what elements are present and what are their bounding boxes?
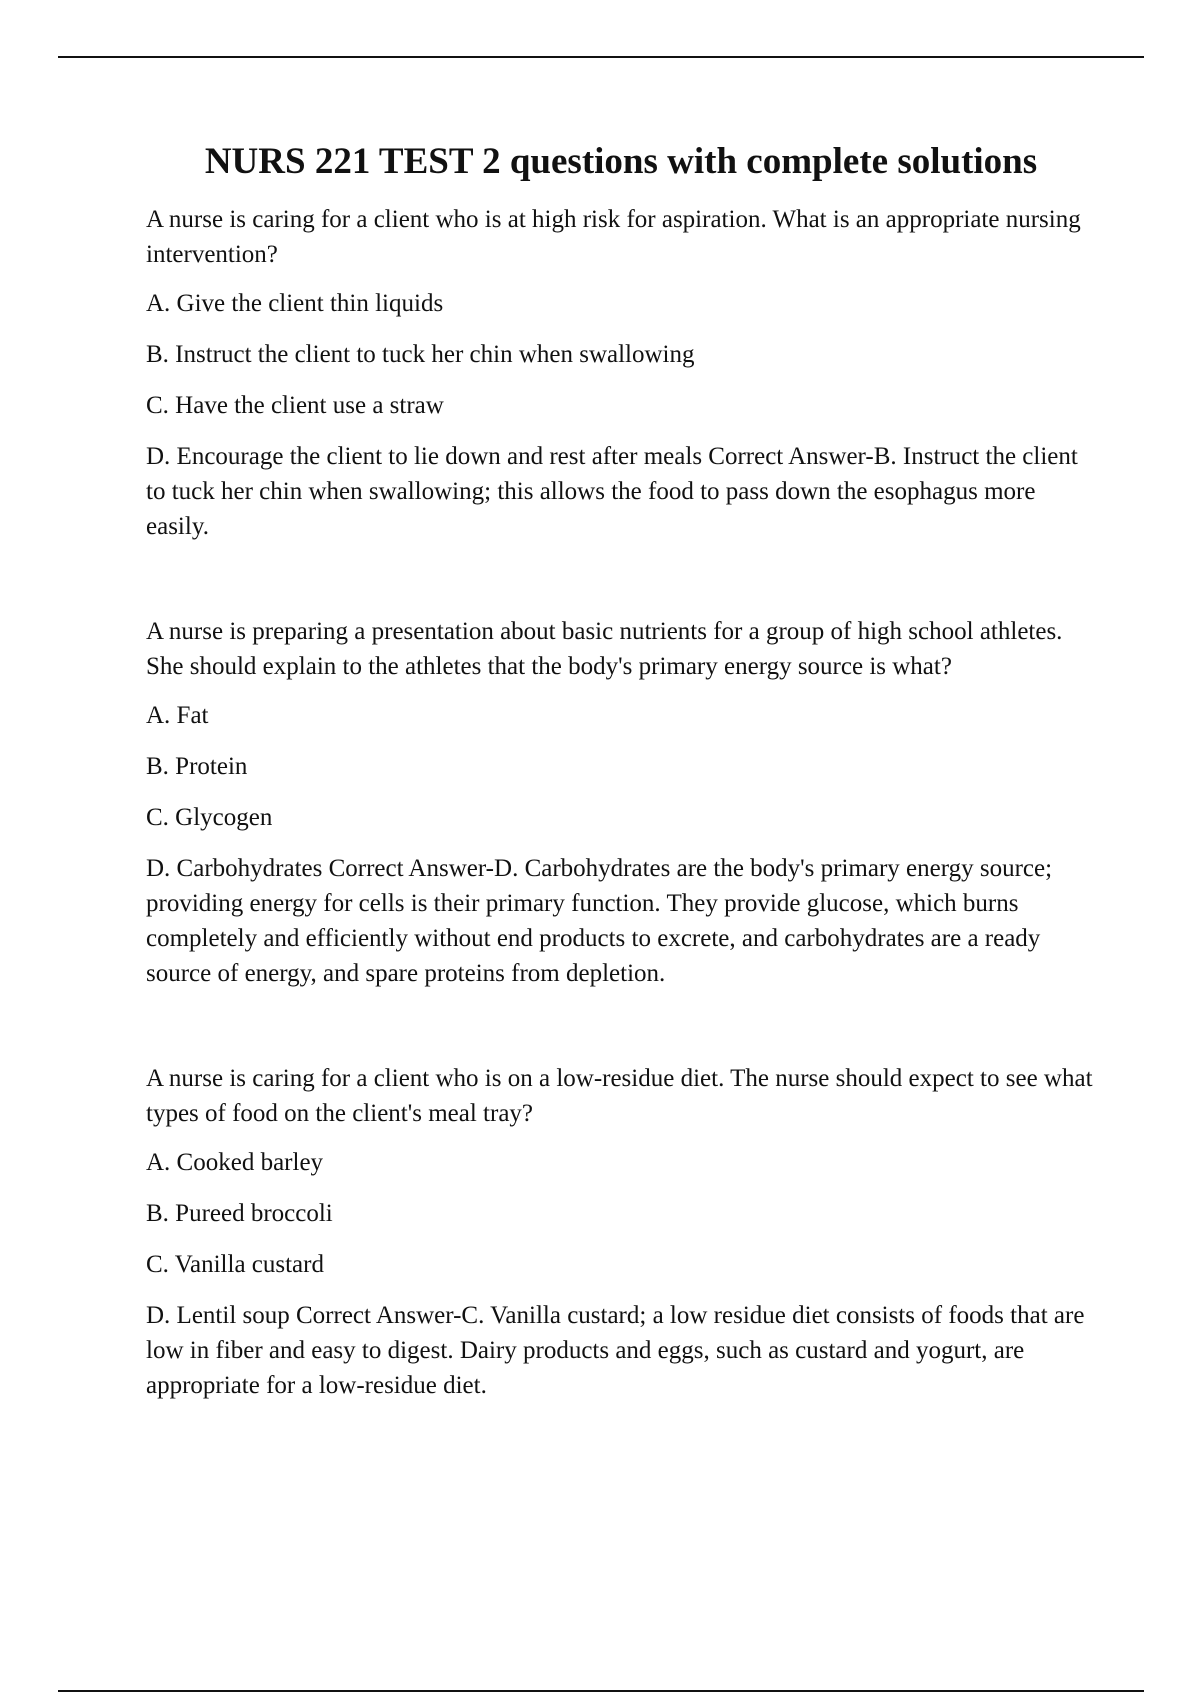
question-block-1 — [146, 202, 1096, 544]
answer-option-d-with-solution: D. Lentil soup Correct Answer-C. Vanilla custard; a low residue diet consists of foods that are low in fiber and easy to digest. Dairy products and eggs, such as custard and yogurt, are appropriate for a low-residue diet. — [146, 1302, 1085, 1400]
answer-option-b: B. Pureed broccoli — [146, 1200, 333, 1228]
answer-option-d-with-solution: D. Carbohydrates Correct Answer-D. Carbohydrates are the body's primary energy source; providing energy for cells is their primary function. They provide glucose, which burns completely and efficiently without end products to excrete, and carbohydrates are a ready source of energy, and spare proteins from depletion. — [146, 855, 1053, 988]
answer-option-c: C. Vanilla custard — [146, 1251, 324, 1279]
question-stem: A nurse is caring for a client who is at high risk for aspiration. What is an appropriate nursing intervention? — [146, 206, 1081, 269]
answer-option-a: A. Cooked barley — [146, 1149, 324, 1177]
document-title: NURS 221 TEST 2 questions with complete solutions — [204, 141, 1038, 182]
answer-option-a: A. Fat — [146, 702, 209, 730]
question-stem: A nurse is caring for a client who is on a low-residue diet. The nurse should expect to see what types of food on the client's meal tray? — [146, 1065, 1093, 1128]
question-stem: A nurse is preparing a presentation about basic nutrients for a group of high school athletes. She should explain to the athletes that the body's primary energy source is what? — [146, 618, 1063, 681]
answer-option-d-with-solution: D. Encourage the client to lie down and rest after meals Correct Answer-B. Instruct the client to tuck her chin when swallowing; this allows the food to pass down the esophagus more easily. — [146, 443, 1078, 541]
answer-option-c: C. Glycogen — [146, 804, 273, 832]
answer-option-c: C. Have the client use a straw — [146, 392, 444, 420]
answer-option-a: A. Give the client thin liquids — [146, 290, 444, 318]
question-block-3 — [146, 1061, 1096, 1403]
footer-rule — [58, 1690, 1144, 1692]
question-block-2 — [146, 614, 1096, 991]
answer-option-b: B. Instruct the client to tuck her chin when swallowing — [146, 341, 695, 369]
answer-option-b: B. Protein — [146, 753, 248, 781]
document-body — [146, 140, 1096, 1403]
header-rule — [58, 56, 1144, 58]
